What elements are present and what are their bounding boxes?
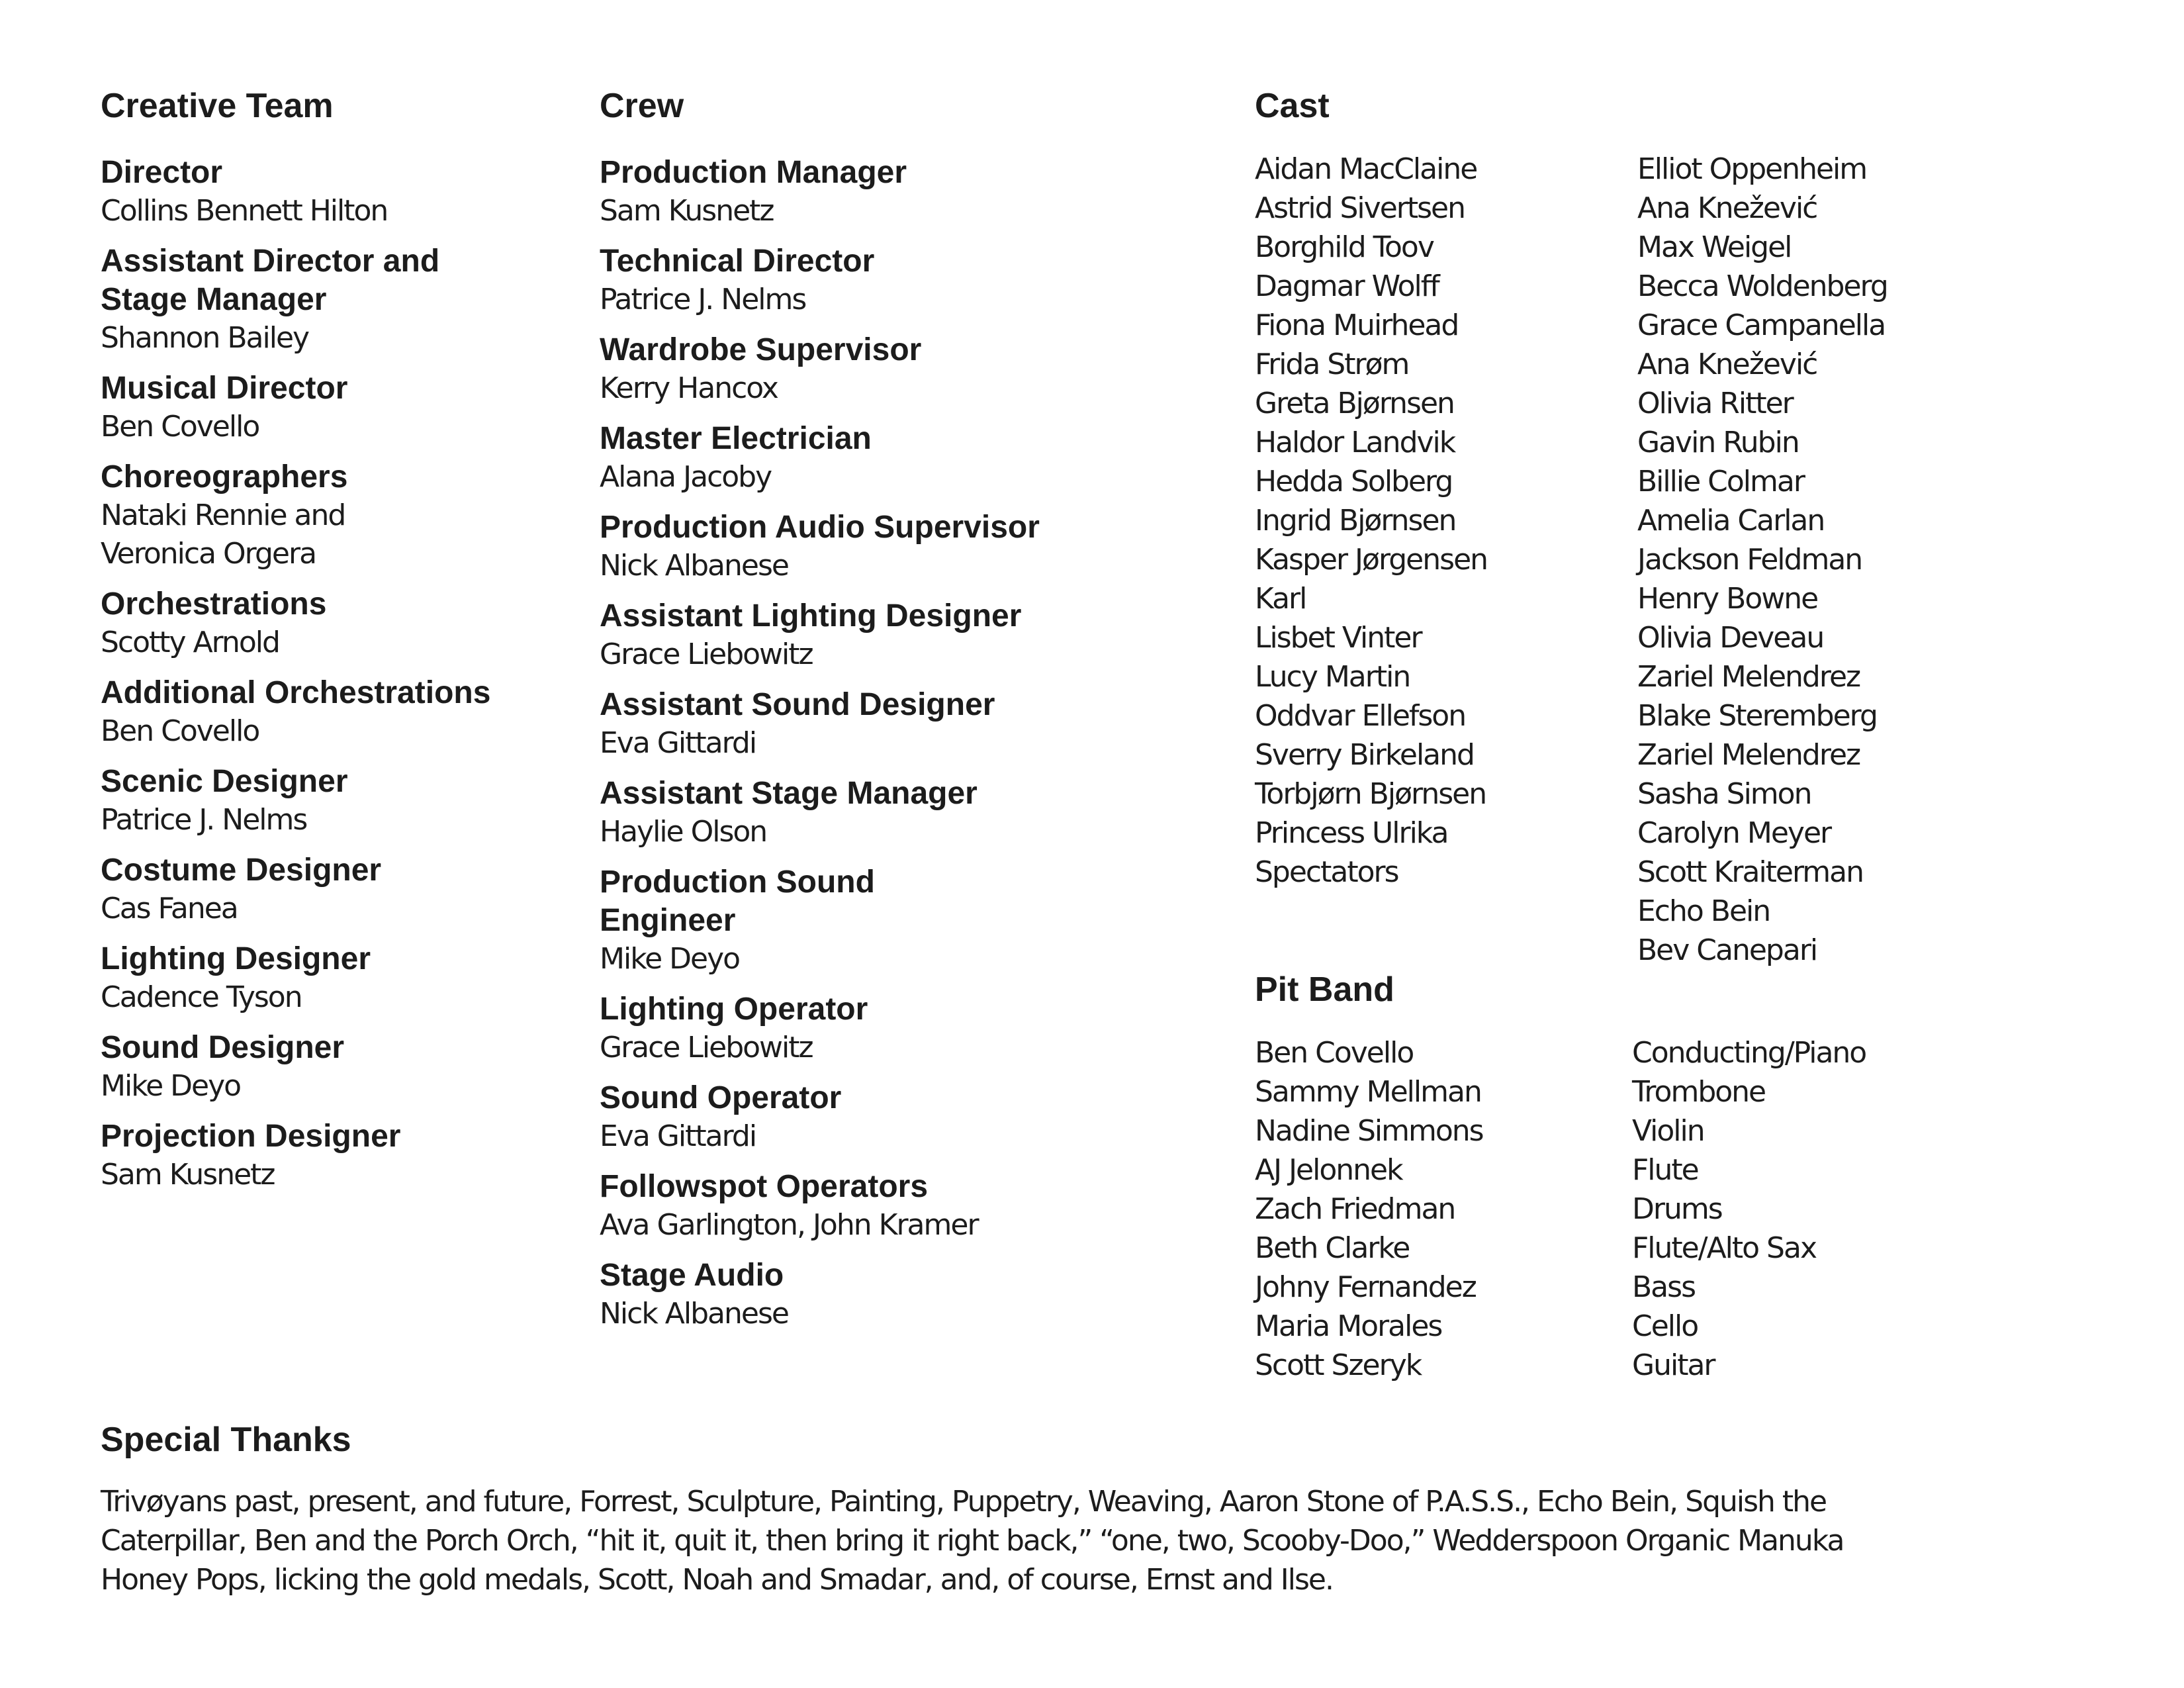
credit-name: Ben Covello [101,410,259,444]
credit-role: Followspot Operators [600,1169,929,1204]
cast-actor: Becca Woldenberg [1637,269,1888,303]
cast-actor: Billie Colmar [1637,465,1804,498]
credit-entry [101,851,511,928]
credit-entry [101,763,511,839]
credit-entry [101,940,511,1017]
cast-actor: Scott Kraiterman [1637,855,1864,889]
cast-character: Lucy Martin [1255,660,1410,694]
credit-role: Lighting Designer [101,941,371,976]
credit-name: Alana Jacoby [600,460,772,494]
credit-role: Lighting Operator [600,992,868,1027]
pit-instrument: Flute/Alto Sax [1632,1231,1816,1265]
credit-entry [101,1029,511,1105]
cast-character: Haldor Landvik [1255,426,1455,459]
credit-role: Production Sound Engineer [600,865,875,938]
credit-name: Kerry Hancox [600,371,778,405]
pit-musician: Beth Clarke [1255,1231,1410,1265]
cast-actor: Carolyn Meyer [1637,816,1831,850]
credit-name: Collins Bennett Hilton [101,194,388,228]
pit-musician: Johny Fernandez [1255,1270,1476,1304]
credit-role: Stage Audio [600,1258,784,1293]
credit-name: Ben Covello [101,714,259,748]
cast-character: Hedda Solberg [1255,465,1453,498]
cast-actor: Elliot Oppenheim [1637,152,1867,186]
credit-role: Technical Director [600,244,875,279]
cast-character: Princess Ulrika [1255,816,1448,850]
credit-name: Patrice J. Nelms [600,283,806,316]
cast-actor: Zariel Melendrez [1637,738,1860,772]
cast-actor: Echo Bein [1637,894,1770,928]
credit-name: Nataki Rennie and Veronica Orgera [101,498,345,571]
pit-musician: Zach Friedman [1255,1192,1455,1226]
cast-actor: Bev Canepari [1637,933,1817,967]
cast-character: Kasper Jørgensen [1255,543,1488,577]
cast-actor: Zariel Melendrez [1637,660,1860,694]
pit-musician: Sammy Mellman [1255,1075,1481,1109]
credit-entry [600,597,1103,674]
pit-instrument: Flute [1632,1153,1698,1187]
cast-character: Aidan MacClaine [1255,152,1477,186]
crew-section [600,86,1103,1345]
cast-actor: Amelia Carlan [1637,504,1825,538]
credit-entry [101,585,511,662]
credit-role: Master Electrician [600,421,872,456]
pit-musician: Ben Covello [1255,1036,1414,1070]
creative-team-section [101,86,551,1206]
cast-actor: Olivia Ritter [1637,387,1793,420]
special-thanks-heading: Special Thanks [101,1421,351,1459]
cast-characters-column [1255,150,1637,970]
cast-heading: Cast [1255,87,1330,125]
pit-instrument: Guitar [1632,1348,1715,1382]
pit-musicians-column [1255,1033,1632,1385]
credit-role: Assistant Sound Designer [600,687,995,722]
cast-character: Spectators [1255,855,1398,889]
pit-musician: Maria Morales [1255,1309,1442,1343]
cast-actors-column [1637,150,1888,970]
credit-name: Grace Liebowitz [600,1031,813,1064]
pit-instrument: Drums [1632,1192,1722,1226]
cast-actor: Ana Knežević [1637,191,1817,225]
cast-character: Lisbet Vinter [1255,621,1422,655]
credit-role: Wardrobe Supervisor [600,332,922,367]
credit-name: Patrice J. Nelms [101,803,307,837]
credit-entry [101,458,511,573]
cast-character: Dagmar Wolff [1255,269,1439,303]
cast-actor: Jackson Feldman [1637,543,1862,577]
cast-actor: Henry Bowne [1637,582,1818,616]
cast-character: Sverry Birkeland [1255,738,1474,772]
pit-musician: Scott Szeryk [1255,1348,1422,1382]
credit-name: Cadence Tyson [101,980,302,1014]
credit-entry [600,774,1103,851]
credit-name: Eva Gittardi [600,1119,756,1153]
credit-role: Musical Director [101,371,348,406]
credit-role: Sound Designer [101,1030,345,1065]
cast-actor: Ana Knežević [1637,348,1817,381]
crew-list [600,154,1103,1333]
credit-role: Scenic Designer [101,764,348,799]
credit-name: Eva Gittardi [600,726,756,760]
cast-section [1255,86,2115,970]
cast-character: Fiona Muirhead [1255,308,1459,342]
pit-musician: Nadine Simmons [1255,1114,1483,1148]
cast-character: Frida Strøm [1255,348,1409,381]
credit-entry [101,242,511,357]
cast-actor: Olivia Deveau [1637,621,1824,655]
credit-name: Nick Albanese [600,1297,788,1331]
credit-role: Sound Operator [600,1080,842,1115]
credit-entry [600,154,1103,230]
cast-character: Borghild Toov [1255,230,1433,264]
credit-name: Haylie Olson [600,815,767,849]
credit-entry [101,1117,511,1194]
pit-instruments-column [1632,1033,1866,1385]
credit-entry [600,420,1103,496]
credit-name: Mike Deyo [600,942,740,976]
credit-name: Ava Garlington, John Kramer [600,1208,978,1242]
cast-actor: Max Weigel [1637,230,1792,264]
credit-entry [600,331,1103,408]
cast-actor: Sasha Simon [1637,777,1811,811]
credit-entry [101,674,511,751]
cast-character: Oddvar Ellefson [1255,699,1466,733]
credit-entry [600,863,1103,978]
cast-character: Astrid Sivertsen [1255,191,1465,225]
pit-instrument: Conducting/Piano [1632,1036,1866,1070]
cast-character: Ingrid Bjørnsen [1255,504,1456,538]
cast-character: Karl [1255,582,1306,616]
credit-name: Sam Kusnetz [101,1158,275,1192]
credit-role: Director [101,155,223,190]
crew-heading: Crew [600,87,684,125]
credit-entry [600,1256,1103,1333]
pit-instrument: Cello [1632,1309,1698,1343]
credit-role: Projection Designer [101,1119,401,1154]
credit-role: Choreographers [101,459,348,494]
credit-entry [101,154,511,230]
pit-band-section [1255,970,2115,1385]
credit-entry [600,242,1103,319]
credit-role: Assistant Director and Stage Manager [101,244,440,317]
credit-entry [600,990,1103,1067]
credit-name: Shannon Bailey [101,321,309,355]
pit-band-heading: Pit Band [1255,970,1394,1009]
credit-role: Costume Designer [101,853,382,888]
credit-name: Cas Fanea [101,892,238,925]
cast-actor: Gavin Rubin [1637,426,1799,459]
credit-name: Mike Deyo [101,1069,241,1103]
credit-entry [600,1168,1103,1244]
cast-actor: Blake Steremberg [1637,699,1877,733]
credit-role: Assistant Stage Manager [600,776,978,811]
creative-team-list [101,154,511,1194]
credit-role: Production Manager [600,155,907,190]
credit-name: Sam Kusnetz [600,194,774,228]
credit-role: Orchestrations [101,586,327,622]
credit-name: Nick Albanese [600,549,788,583]
creative-team-heading: Creative Team [101,87,334,125]
cast-actor: Grace Campanella [1637,308,1886,342]
cast-character: Torbjørn Bjørnsen [1255,777,1486,811]
credit-entry [600,508,1103,585]
pit-instrument: Bass [1632,1270,1695,1304]
credit-entry [600,1079,1103,1156]
credit-role: Production Audio Supervisor [600,510,1040,545]
pit-instrument: Violin [1632,1114,1704,1148]
credit-role: Additional Orchestrations [101,675,491,710]
pit-instrument: Trombone [1632,1075,1766,1109]
special-thanks-section [101,1420,1921,1599]
pit-musician: AJ Jelonnek [1255,1153,1402,1187]
credit-name: Grace Liebowitz [600,637,813,671]
credit-entry [101,369,511,446]
cast-character: Greta Bjørnsen [1255,387,1454,420]
special-thanks-text: Trivøyans past, present, and future, Forrest, Sculpture, Painting, Puppetry, Weaving, Aaron Stone of P.A.S.S., Echo Bein, Squish the Caterpillar, Ben and the Porch Orch, “hit it, quit it, then bring it right back,” “one, two, Scooby-Doo,” Wedderspoon Organic Manuka Honey Pops, licking the gold medals, Scott, Noah and Smadar, and, of course, Ernst and Ilse. [101,1485,1844,1597]
credit-role: Assistant Lighting Designer [600,598,1022,633]
credit-entry [600,686,1103,763]
credit-name: Scotty Arnold [101,626,279,659]
